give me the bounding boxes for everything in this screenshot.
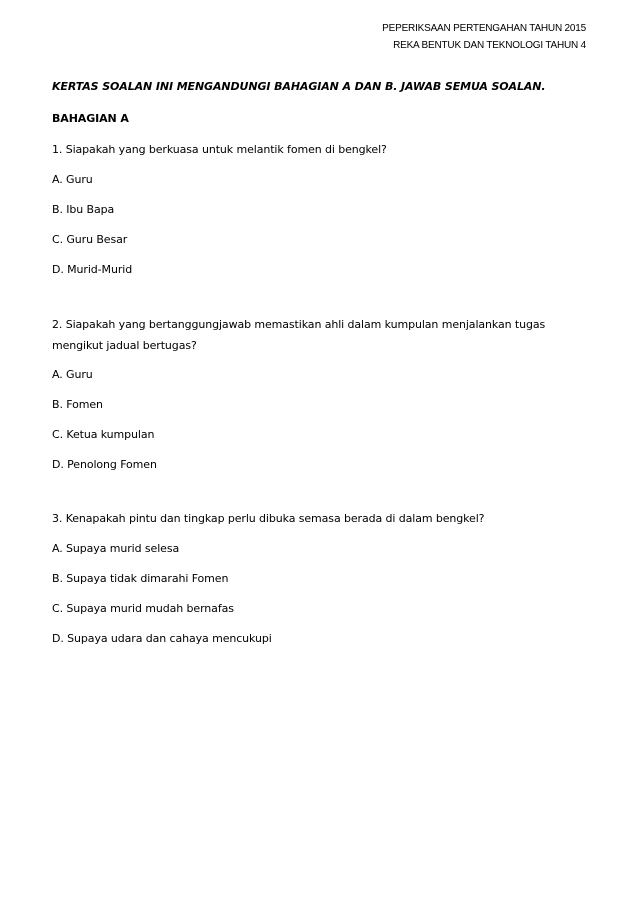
option-a: A. Guru xyxy=(52,173,93,186)
option-b: B. Supaya tidak dimarahi Fomen xyxy=(52,572,229,585)
option-c: C. Ketua kumpulan xyxy=(52,428,155,441)
header-subject-title: REKA BENTUK DAN TEKNOLOGI TAHUN 4 xyxy=(393,40,586,51)
option-c: C. Guru Besar xyxy=(52,233,128,246)
header-exam-title: PEPERIKSAAN PERTENGAHAN TAHUN 2015 xyxy=(382,23,586,34)
option-c: C. Supaya murid mudah bernafas xyxy=(52,602,234,615)
question-text: 3. Kenapakah pintu dan tingkap perlu dibuka semasa berada di dalam bengkel? xyxy=(52,512,485,525)
question-3 xyxy=(52,510,592,647)
question-text: 1. Siapakah yang berkuasa untuk melantik fomen di bengkel? xyxy=(52,143,387,156)
option-d: D. Supaya udara dan cahaya mencukupi xyxy=(52,632,272,645)
page-header xyxy=(382,20,586,54)
option-b: B. Ibu Bapa xyxy=(52,203,115,216)
question-1 xyxy=(52,141,592,278)
option-a: A. Guru xyxy=(52,368,93,381)
option-b: B. Fomen xyxy=(52,398,103,411)
option-a: A. Supaya murid selesa xyxy=(52,542,180,555)
question-text: 2. Siapakah yang bertanggungjawab memastikan ahli dalam kumpulan menjalankan tugas mengikut jadual bertugas? xyxy=(52,318,546,352)
question-2 xyxy=(52,314,592,473)
exam-instruction: KERTAS SOALAN INI MENGANDUNGI BAHAGIAN A DAN B. JAWAB SEMUA SOALAN. xyxy=(52,80,546,93)
option-d: D. Murid-Murid xyxy=(52,263,133,276)
exam-content xyxy=(52,78,592,660)
section-title: BAHAGIAN A xyxy=(52,112,129,125)
option-d: D. Penolong Fomen xyxy=(52,458,157,471)
